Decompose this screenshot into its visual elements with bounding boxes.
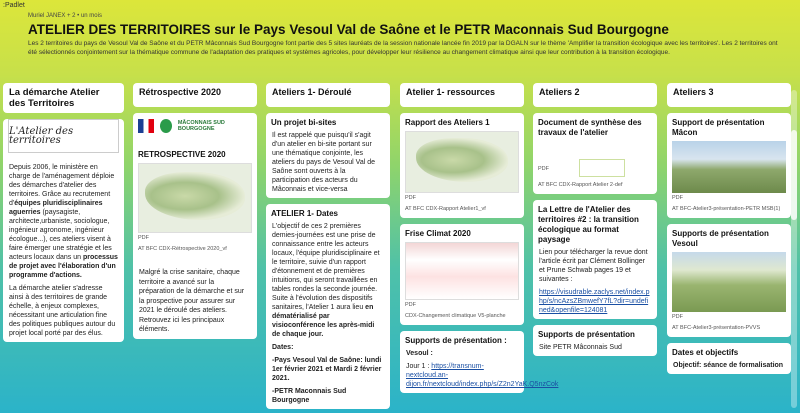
column-title[interactable]: Ateliers 3 (667, 83, 791, 107)
post-card[interactable]: L'Atelier des territoires Depuis 2006, le ministère en charge de l'aménagement déploie des démarches d'atelier des territoires. Grâce au recrutement d'équipes pluridisciplinaires aguerries (paysagiste, architecte,urbaniste, sociologue, ingénieur agronome, ingénieur écologue...), ces ateliers visent à faire émerger une stratégie et les acteurs locaux dans un processus de projet avec l'élaboration d'un programme d'actions. La démarche atelier s'adresse ainsi à des territoires de grande échelle, à enjeux complexes, nécessitant une articulation fine des politiques publiques autour du projet local porté par des élus. (3, 119, 124, 342)
attachment-caption: AT BFC CDX-Rapport Atelier1_vf (405, 206, 486, 212)
attachment-thumbnail[interactable] (579, 159, 625, 177)
post-card[interactable] (533, 113, 657, 194)
post-card[interactable] (133, 113, 257, 339)
green-leaf-icon (160, 119, 172, 133)
column-title[interactable]: Ateliers 2 (533, 83, 657, 107)
post-title: Rapport des Ateliers 1 (405, 118, 490, 127)
pdf-badge: PDF (405, 195, 416, 201)
board-title: ATELIER DES TERRITOIRES sur le Pays Vesoul Val de Saône et le PETR Maconnais Sud Bourgogne (28, 22, 669, 37)
pdf-badge: PDF (672, 314, 683, 320)
pdf-badge: PDF (138, 235, 149, 241)
post-title: Document de synthèse des travaux de l'atelier (538, 118, 642, 137)
column-title[interactable]: Atelier 1- ressources (400, 83, 524, 107)
post-card[interactable] (266, 113, 390, 198)
post-title: Supports de présentation (538, 330, 635, 339)
board-meta: Muriel JANEX + 2 • un mois (28, 13, 102, 19)
column-title[interactable]: Rétrospective 2020 (133, 83, 257, 107)
post-link[interactable]: https://visudrable.zaclys.net/index.php/s/ncAzsZBmwefY7fL?dir=undefined&openfile=124081 (539, 289, 650, 314)
post-text: Objectif: séance de formalisation (673, 362, 784, 369)
post-text: Malgré la crise sanitaire, chaque territoire a avancé sur la préparation de la démarche et sur la prospective pour assurer sur 2021 le déroulé des ateliers. Retrouvez ici les principaux éléments. (139, 269, 245, 333)
post-card[interactable] (667, 113, 791, 218)
post-text: Il est rappelé que puisqu'il s'agit d'un atelier en bi-site portant sur une thématique conjointe, les ateliers du pays de Vesoul Val de Saône sont ouverts à la participation des acteurs du Mâconnais et vice-versa (272, 132, 375, 193)
post-title: ATELIER 1- Dates (271, 209, 338, 218)
post-card[interactable] (533, 325, 657, 356)
post-card[interactable] (400, 113, 524, 218)
pdf-badge: PDF (405, 302, 416, 308)
post-text: La démarche atelier s'adresse ainsi à des territoires de grande échelle, à enjeux complexes, nécessitant une articulation fine des politiques publiques autour du projet local porté par des élus. (9, 285, 116, 337)
column-ateliers-3 (667, 83, 791, 413)
attachment-caption: CDX-Changement climatique V5-planche (405, 313, 506, 319)
post-text: Site PETR Mâconnais Sud (539, 344, 622, 351)
column-title[interactable]: Ateliers 1- Déroulé (266, 83, 390, 107)
attachment-caption: AT BFC CDX-Rapport Atelier 2-def (538, 182, 623, 188)
attachment-caption: AT BFC CDX-Rétrospective 2020_vf (138, 246, 227, 252)
attachment-thumbnail[interactable] (405, 242, 519, 300)
attachment-thumbnail[interactable] (672, 252, 786, 312)
pdf-badge: PDF (538, 165, 549, 172)
scrollbar-thumb[interactable] (791, 130, 797, 220)
column-deroule (266, 83, 390, 413)
atelier-territoires-logo: L'Atelier des territoires (8, 119, 119, 153)
padlet-logo[interactable]: :Padlet (3, 2, 25, 9)
post-title: RETROSPECTIVE 2020 (138, 150, 226, 159)
post-card[interactable]: Supports de présentation : Vesoul : Jour 1 : https://transnum-nextcloud.an-dijon.fr/nextcloud/index.php/s/Z2n2YaK.Q5nzCok (400, 331, 524, 393)
pdf-badge: PDF (672, 195, 683, 201)
post-title: Supports de présentation : (405, 336, 507, 345)
post-text: Lien pour télécharger la revue dont l'article écrit par Clément Bollinger et Prune Schwab pages 19 et suivantes : (539, 249, 648, 283)
post-title: Frise Climat 2020 (405, 229, 471, 238)
post-title: La Lettre de l'Atelier des territoires #2 : la transition écologique au format paysage (538, 205, 639, 244)
post-title: Un projet bi-sites (271, 118, 337, 127)
attachment-caption: AT BFC-Atelier3-présentation-PETR MSB(1) (672, 206, 781, 212)
board-header (28, 13, 788, 57)
partner-logos: MÂCONNAIS SUD BOURGOGNE (138, 113, 252, 139)
column-title[interactable]: La démarche Atelier des Territoires (3, 83, 124, 113)
vertical-scrollbar[interactable] (791, 90, 797, 408)
post-card[interactable] (667, 343, 791, 374)
board-description: Les 2 territoires du pays de Vesoul Val de Saône et du PETR Mâconnais Sud Bourgogne font partie des 5 sites lauréats de la session nationale lancée fin 2019 par la DGALN sur le thème 'Amplifier la transition écologique avec les territoires'. Les 2 territoires ont été sélectionnés conjointement sur la thématique commune de l'adaptation des pratiques et systèmes agricoles, pour développer leur résilience au changement climatique ainsi que leur contribution à la transition écologique. (28, 40, 778, 56)
post-card[interactable] (400, 224, 524, 325)
column-ateliers-2 (533, 83, 657, 413)
column-demarche (3, 83, 124, 413)
post-card[interactable] (533, 200, 657, 319)
attachment-thumbnail[interactable] (672, 141, 786, 193)
post-title: Supports de présentation Vesoul (672, 229, 769, 248)
column-retrospective (133, 83, 257, 413)
column-ressources (400, 83, 559, 413)
post-card[interactable]: ATELIER 1- Dates L'objectif de ces 2 premières demies-journées est une prise de connaissance entre les acteurs locaux, l'équipe pluridisciplinaire et le territoire, suivie d'un rapport d'étonnement et de premières intuitions, qui seront travaillées en tables rondes la seconde journée. Suite à l'évolution des dispositifs sanitaires, l'Atelier 1 aura lieu en dématérialisé par visioconférence les après-midi de chaque jour. Dates: -Pays Vesoul Val de Saône: lundi 1er février 2021 et Mardi 2 février 2021. -PETR Maconnais Sud Bourgogne (266, 204, 390, 409)
attachment-thumbnail[interactable] (405, 131, 519, 193)
attachment-thumbnail[interactable] (138, 163, 252, 233)
post-title: Support de présentation Mâcon (672, 118, 765, 137)
post-link[interactable]: https://transnum-nextcloud.an-dijon.fr/nextcloud/index.php/s/Z2n2YaK.Q5nzCok (406, 363, 559, 388)
post-card[interactable] (667, 224, 791, 337)
post-title: Dates et objectifs (672, 348, 739, 357)
republique-logo-icon (138, 119, 154, 133)
attachment-caption: AT BFC-Atelier3-présentation-PVVS (672, 325, 761, 331)
